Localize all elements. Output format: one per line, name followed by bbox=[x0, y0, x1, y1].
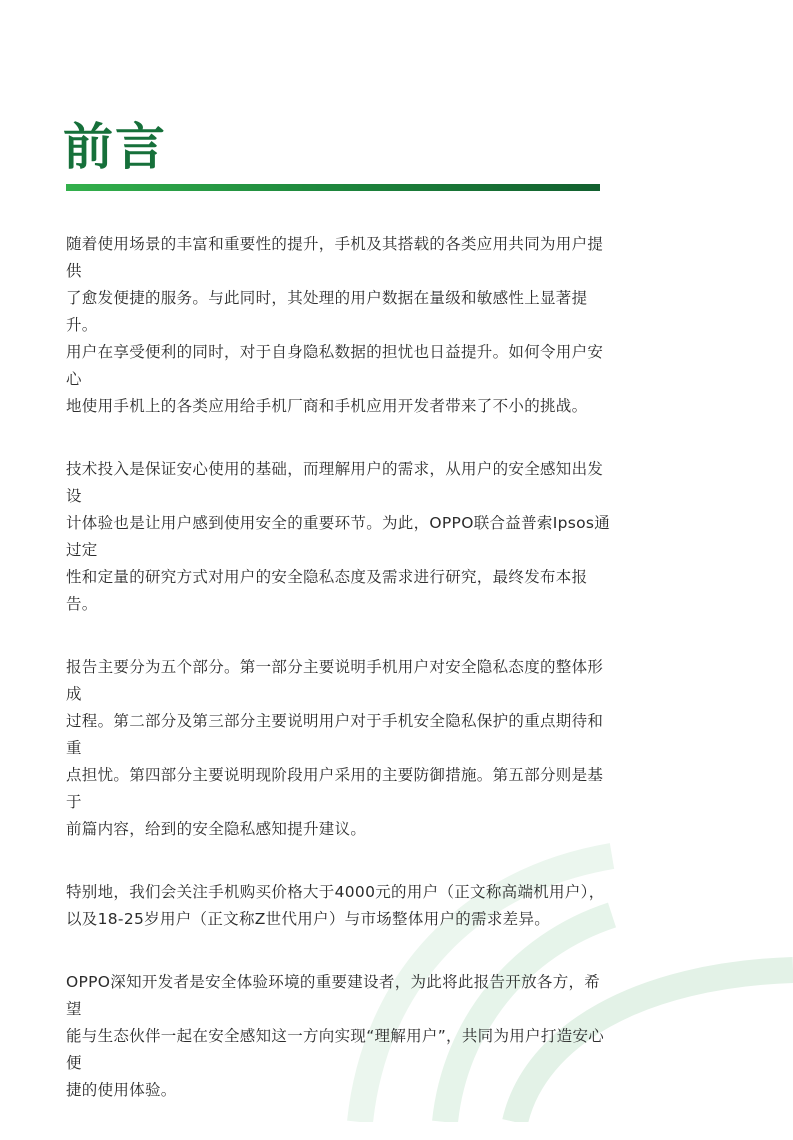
paragraph-research-method: 技术投入是保证安心使用的基础，而理解用户的需求，从用户的安全感知出发设 计体验也是让用户感到使用安全的重要环节。为此，OPPO联合益普索Ipsos通过定 性和定量的研究方式对用户的安全隐私态度及需求进行研究，最终发布本报告。 bbox=[66, 460, 611, 613]
preface-body bbox=[66, 231, 614, 1140]
paragraph-intro: 随着使用场景的丰富和重要性的提升，手机及其搭载的各类应用共同为用户提供 了愈发便捷的服务。与此同时，其处理的用户数据在量级和敏感性上显著提升。 用户在享受便利的同时，对于自身隐私数据的担忧也日益提升。如何令用户安心 地使用手机上的各类应用给手机厂商和手机应用开发者带来了不小的挑战。 bbox=[66, 235, 604, 415]
paragraph-closing: OPPO深知开发者是安全体验环境的重要建设者，为此将此报告开放各方，希望 能与生态伙伴一起在安全感知这一方向实现“理解用户”，共同为用户打造安心便 捷的使用体验。 bbox=[66, 973, 605, 1099]
title-underline-bar bbox=[66, 184, 600, 191]
paragraph-target-users: 特别地，我们会关注手机购买价格大于4000元的用户（正文称高端机用户）， 以及18-25岁用户（正文称Z世代用户）与市场整体用户的需求差异。 bbox=[66, 883, 605, 928]
page-title: 前言 bbox=[63, 118, 167, 176]
paragraph-report-structure: 报告主要分为五个部分。第一部分主要说明手机用户对安全隐私态度的整体形成 过程。第二部分及第三部分主要说明用户对于手机安全隐私保护的重点期待和重 点担忧。第四部分主要说明现阶段用户采用的主要防御措施。第五部分则是基于 前篇内容，给到的安全隐私感知提升建议。 bbox=[66, 658, 604, 838]
